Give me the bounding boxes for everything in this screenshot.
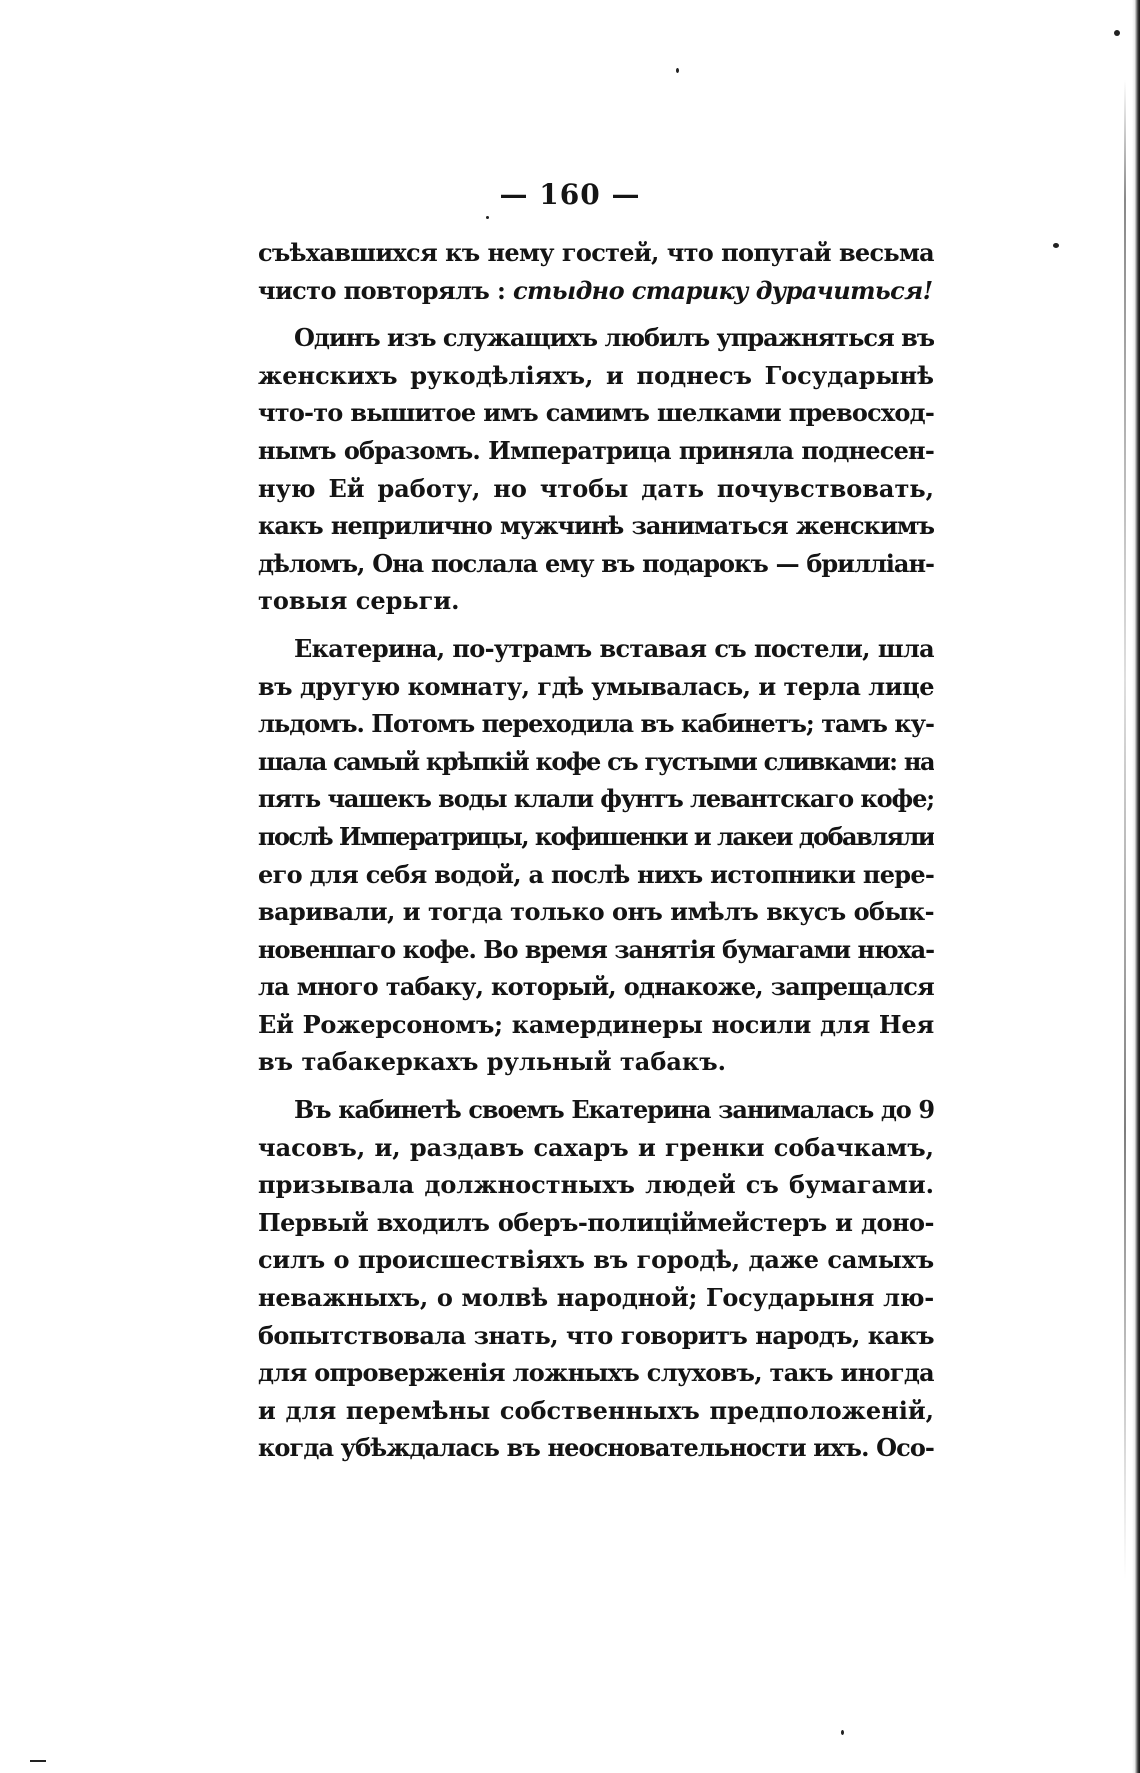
- italic-quote: стыдно старику дурачиться!: [512, 275, 933, 305]
- text-line: для опроверженія ложныхъ слуховъ, такъ иногда: [258, 1358, 934, 1388]
- text-fragment: чисто повторялъ :: [258, 275, 513, 305]
- text-line: когда убѣждалась въ неосновательности ихъ. Осо-: [258, 1433, 934, 1463]
- text-line: часовъ, и, раздавъ сахаръ и гренки собачкамъ,: [258, 1132, 934, 1162]
- text-line: пять чашекъ воды клали фунтъ левантскаго кофе;: [258, 784, 934, 814]
- text-line: какъ неприлично мужчинѣ заниматься женскимъ: [258, 511, 934, 541]
- text-line: варивали, и тогда только онъ имѣлъ вкусъ обык-: [258, 897, 934, 927]
- text-line: что-то вышитое имъ самимъ шелками превосход-: [258, 398, 934, 428]
- scan-speck: [486, 216, 489, 219]
- text-line: Первый входилъ оберъ-полиціймейстеръ и доно-: [258, 1207, 934, 1237]
- scan-speck: [1053, 243, 1059, 248]
- text-line: его для себя водой, а послѣ нихъ истопники пере-: [258, 859, 934, 889]
- scan-speck: [676, 68, 679, 73]
- body-text: [258, 234, 934, 1467]
- text-line: въ табакеркахъ рульный табакъ.: [258, 1047, 726, 1077]
- scan-speck: [841, 1730, 844, 1735]
- text-line: шала самый крѣпкій кофе съ густыми сливками: на: [258, 746, 934, 776]
- scan-speck: [30, 1760, 46, 1762]
- text-line: бопытствовала знать, что говоритъ народъ, какъ: [258, 1320, 934, 1350]
- text-line: призывала должностныхъ людей съ бумагами.: [258, 1170, 934, 1200]
- text-line: силъ о происшествіяхъ въ городѣ, даже самыхъ: [258, 1245, 934, 1275]
- page-edge-shadow: [1132, 0, 1140, 1773]
- page-edge-line: [1124, 80, 1126, 1580]
- text-line: и для перемѣны собственныхъ предположеній,: [258, 1395, 934, 1425]
- text-line: ную Ей работу, но чтобы дать почувствовать,: [258, 473, 934, 503]
- text-line: новенпаго кофе. Во время занятія бумагами нюха-: [258, 934, 934, 964]
- text-line: неважныхъ, о молвѣ народной; Государыня лю-: [258, 1283, 934, 1313]
- scan-speck: [1114, 30, 1120, 36]
- text-line: товыя серьги.: [258, 586, 460, 616]
- text-line: Въ кабинетѣ своемъ Екатерина занималась до 9: [294, 1095, 934, 1125]
- text-line: дѣломъ, Она послала ему въ подарокъ — брилліан-: [258, 548, 934, 578]
- text-line: льдомъ. Потомъ переходила въ кабинетъ; тамъ ку-: [258, 709, 934, 739]
- text-line: въ другую комнату, гдѣ умывалась, и терла лице: [258, 671, 934, 701]
- text-line: Екатерина, по-утрамъ вставая съ постели, шла: [294, 633, 934, 663]
- page-number: — 160 —: [499, 178, 641, 211]
- text-line: Ей Рожерсономъ; камердинеры носили для Нея: [258, 1009, 934, 1039]
- text-line: Одинъ изъ служащихъ любилъ упражняться въ: [294, 323, 934, 353]
- text-line: ла много табаку, который, однакоже, запрещался: [258, 972, 934, 1002]
- text-line: нымъ образомъ. Императрица приняла поднесен-: [258, 435, 934, 465]
- text-line: женскихъ рукодѣліяхъ, и поднесъ Государынѣ: [258, 360, 934, 390]
- text-line: [258, 272, 934, 310]
- text-line: послѣ Императрицы, кофишенки и лакеи добавляли: [258, 821, 934, 851]
- text-line: съѣхавшихся къ нему гостей, что попугай весьма: [258, 238, 934, 267]
